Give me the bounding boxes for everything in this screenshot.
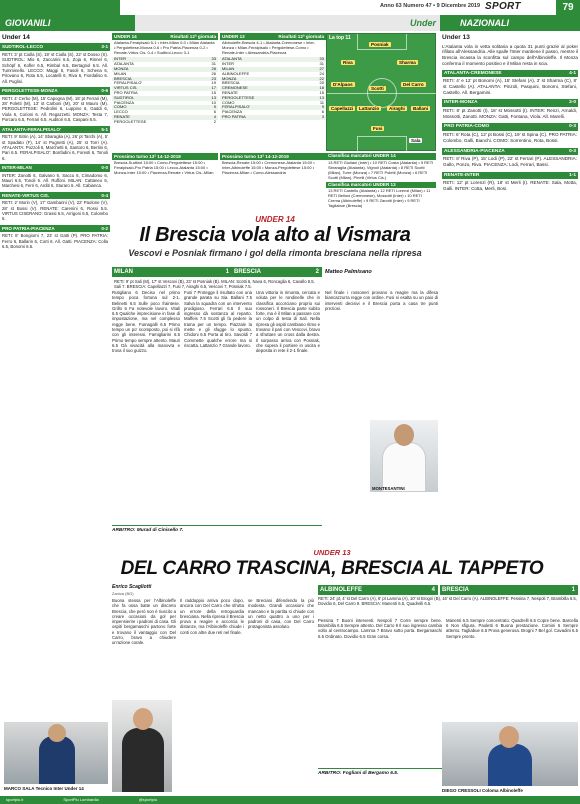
right-column <box>442 33 578 193</box>
team-points: 9 <box>321 104 324 110</box>
photo-marco-sala <box>4 722 108 784</box>
match-teams: SUDTIROL-LECCO <box>2 44 44 50</box>
table-under13-rows <box>220 57 326 119</box>
match-score: 0-2 <box>101 225 108 231</box>
story2-referee: ARBITRO: Fogliani di Bergamo 6.5. <box>318 768 578 776</box>
match-header <box>0 192 110 199</box>
match-teams: ALESSANDRIA-PIACENZA <box>444 148 505 154</box>
team-name: COMO <box>114 104 127 110</box>
match-header <box>0 126 110 133</box>
team-points: 27 <box>319 65 324 71</box>
match-report: RETI: 8' Riva (P), 15' Lodi (P), 22' st Ferrari (P). ALESSANDRIA: Gallo, Ponzo, Riva. PIACENZA: Lodi, Ferrari, Bassi. <box>443 156 577 167</box>
right-match-list <box>442 70 578 193</box>
top-eleven-pitch <box>326 33 436 151</box>
team-points: 6 <box>321 109 324 115</box>
next-round-under14 <box>112 153 218 176</box>
photo-montesantini <box>370 420 438 492</box>
team-b: BRESCIA 2 <box>232 267 322 277</box>
team-points: 13 <box>319 94 324 100</box>
story1-body-b: Nel finale i rossoneri provano a reagire ma la difesa biancazzurra regge con ordine. Fusi si esalta su un paio di interventi decisivi e il Brescia porta a casa tre punti preziosi. <box>325 290 438 311</box>
table-under13-head: UNDER 13 Risultati 12ª giornata <box>222 34 324 39</box>
team-name: PERGOLETTESE <box>222 94 255 100</box>
match-teams: PERGOLETTESE-MONZA <box>2 88 58 94</box>
team-points: 22 <box>319 75 324 81</box>
match-score: 4-1 <box>569 70 576 76</box>
scorers-under13-head: Classifica marcatori UNDER 13 <box>326 182 436 189</box>
team-points: 23 <box>211 75 216 81</box>
story2-formation: RETI: 24' pt, 4' st Del Carro (A), 6' pt Lamma (A), 10' st Brogni (B), 16' st Del Carro (A). ALBINOLEFFE: Pessina 7, Nespoli 7, Brambilla 6.5, Dovidio 6, Del Carro 9. BRESCIA: Manenti 6.5, Quadrelli 6.5. <box>318 596 577 606</box>
team-points: 19 <box>211 80 216 86</box>
player-label: Posniak <box>371 42 389 47</box>
team-points: 2 <box>213 118 216 124</box>
match-teams: PRO PATRIA-PIACENZA <box>2 225 55 231</box>
match-report: RETI: 12' pt Lorenzi (R), 18' st Merli (I). RENATE: Sala, Motta, Galli. INTER: Cotta, Merli, Bosi. <box>443 180 577 192</box>
brand-logo: SPORT <box>485 1 521 12</box>
team-points: 31 <box>211 61 216 67</box>
story1-headline: Il Brescia vola alto al Vismara <box>139 224 411 246</box>
story1-header <box>112 215 438 258</box>
match-teams: PRO PATRIA-COMO <box>444 124 490 130</box>
match-score: 0-0 <box>101 165 108 171</box>
table-under14-results: Atalanta-Feralpisalò 5-1 • Inter-Milan 0-0 • Milan Atalanta • Pergolettese-Monza 0-6 • Pro Patria-Piacenza 0-2 • Renate-Virtus Cis. 0-4 • Sudtirol-Lecco 3-1 <box>114 40 215 55</box>
table-row <box>112 120 218 125</box>
story2-team-b: BRESCIA 1 <box>440 585 578 595</box>
team-name: BRESCIA <box>222 80 240 86</box>
team-name: ATALANTA <box>114 61 134 67</box>
team-name: RENATE <box>222 89 238 95</box>
match-teams: RENATE-INTER <box>444 172 480 178</box>
player-label: Sharma <box>399 60 416 65</box>
team-name: PERGOLETTESE <box>114 118 147 124</box>
next-round-under13-head: Prossimo turno 13ª 14-12-2019 <box>220 153 326 160</box>
match-header <box>442 70 578 78</box>
photo-diego-cressoli <box>442 722 578 786</box>
story2-author: Enrico Scagliotti <box>112 584 152 590</box>
pitch-title: La top 11 <box>329 35 351 41</box>
match-score: 1-1 <box>569 172 576 178</box>
story2-headline: DEL CARRO TRASCINA, BRESCIA AL TAPPETO <box>120 558 544 579</box>
caption-marco-sala: MARCO SALA Tecnico Inter Under 14 <box>4 786 84 791</box>
story2-ratings-a: Pessina 7 Buoni interventi. Nespoli 7 Corre sempre bene. Brambilla 6.5 Sempre attento. Del Carro 9 Il suo ingresso cambia volto al centrocampo. Lamma 7 Bravo sotto porta. Bergamaschi 6.5 Ordinato. Dovidio 6.5 Gran corsa. <box>318 618 442 639</box>
footer-handle[interactable]: @sportpiu <box>138 797 157 802</box>
table-under14 <box>112 33 218 151</box>
team-points: 33 <box>211 56 216 62</box>
match-header <box>0 225 110 232</box>
match-header <box>442 99 578 107</box>
story2-body-b: Il raddoppio arriva poco dopo, ancora con Del Carro che sfrutta un errore della retroguardia bresciana. Nella ripresa il Brescia prova a reagire e accorcia le distanze, ma l'Albinoleffe chiude i conti con altre due reti nel finale. <box>180 598 244 635</box>
match-report: RETI: 2' Morin (V), 17' Gambarini (V), 22' Paolone (V), 28' st Bossi (V). RENATE: Carenini 6, Rossi 5.5. VIRTUS CISERANO: Grassi 6.5, Arrigoni 6.5, Colombo 6. <box>2 200 108 222</box>
match-header <box>0 87 110 94</box>
issue-info: Anno 63 Numero 47 • 9 Dicembre 2019 <box>380 3 481 9</box>
team-points: 13 <box>211 94 216 100</box>
left-title: Under 14 <box>2 34 30 41</box>
team-name: FERALPISALO' <box>114 80 143 86</box>
team-name: FERALPISALO' <box>222 104 251 110</box>
scorers-box <box>326 153 436 210</box>
match-report: RETI: 8' pt Zanotti (I), 18' st Mossotti (I). INTER: Renzi, Arnaldi, Mossotti, Zanotti. MONZA: Gatti, Fontana, Viola. All. Marelli. <box>443 108 577 119</box>
match-score: 0-3 <box>569 148 576 154</box>
team-name: MILAN <box>222 65 235 71</box>
match-header <box>442 172 578 180</box>
match-score: 0-4 <box>101 192 108 198</box>
section-mid <box>135 15 440 31</box>
team-name: PRO PATRIA <box>114 89 138 95</box>
team-name: INTER <box>222 61 234 67</box>
match-score: 0-3 <box>569 124 576 130</box>
section-left-title: GIOVANILI <box>0 15 135 31</box>
player-label: Capellazzi <box>331 106 354 111</box>
team-points: 33 <box>319 56 324 62</box>
player-label: Fusi <box>373 126 383 131</box>
photo-caption: MONTESANTINI <box>372 486 405 491</box>
team-points: 4 <box>213 113 216 119</box>
player-label: D'Alpaos <box>333 82 353 87</box>
player-label: Scotti <box>371 86 384 91</box>
next-round-under14-head: Prossimo turno 13ª 14-12-2019 <box>112 153 218 160</box>
footer <box>0 796 580 804</box>
match-score: 5-1 <box>101 126 108 132</box>
story1-kicker: UNDER 14 <box>255 215 295 224</box>
story1-ratings-b: Fusi 7 Protegge il risultato con una grande parata su Sia. Ballani 7.5 Salva la squadra con un intervento prodigioso. Ferrari 6.5 Il suo ingresso dà sostanza al reparto. Maffeis 7.5 Scotti gli fa pedere la trama per un tempo. Piazzale la mette e gli sfugge lo spunto. Chidoni 6.5 Porta al tiro. Savoldi 7 Commette qualche errore ma si riscatta. Lattanzio 7 Grande lavoro. <box>184 290 252 348</box>
match-header <box>442 148 578 156</box>
left-match-list <box>0 43 110 250</box>
match-teams: INTER-MILAN <box>2 165 32 171</box>
team-name: CREMONESE <box>222 85 248 91</box>
table-row <box>220 115 326 120</box>
scorers-under14: 13 RETI Giuliani (Inter) • 10 RETI Costa (Atalanta) • 9 RETI Sbraraglia (Atalanta), Vignoli (Atalanta) • 8 RETI Scotti (Milan), Torre (Monza) • 7 RETI Poletti (Monza) • 6 RETI Scotti (Milan), Pinelli (Virtus Cis.) <box>328 159 434 180</box>
team-name: ALBINOLEFFE <box>222 70 250 76</box>
team-name: PIACENZA <box>222 109 243 115</box>
scorers-under14-head: Classifica marcatori UNDER 14 <box>326 153 436 160</box>
team-points: 9 <box>213 104 216 110</box>
team-name: SUDTIROL <box>114 94 135 100</box>
match-teams: ATALANTA-FERALPISALO' <box>2 126 62 132</box>
story2-body-a: Buona stessa per l'Albinoleffe che fa ossa batte un discreto Brescia, che però non è riuscito a creare occasioni da gol per impensierire i padroni di casa. Gli ospiti bergamaschi partono forte e trovano il vantaggio con Del Carro, bravo a chiudere un'azione corale. <box>112 598 176 646</box>
match-score: 3-1 <box>101 44 108 50</box>
table-under14-head: UNDER 14 Risultati 12ª giornata <box>114 34 216 39</box>
story1-referee: ARBITRO: Murad di Cinisello 7. <box>112 525 322 533</box>
story2-ratings-b: Manenti 6.5 Sempre concentrato. Quadrelli 6.5 Copre bene. Barcella 6 Non sfigura. Paoletti 6 Buona prestazione. Comini 6 Sempre attento. Tagliabue 6.5 Prova generosa. Brogni 7 Bel gol. Cavadini 6.5 Sempre pronto. <box>446 618 578 639</box>
right-intro: L'Atalanta vola in vetta solitaria a quota 31 punti grazie al poker rifilato all'Alessandria. Alle spalle l'Inter mantiene il passo, mentre il Brescia incassa la sconfitta sul campo dell'Albinoleffe. Il Monza conferma il momento positivo e il Milan resta in scia. <box>442 43 578 66</box>
player-label: Lattanzio <box>359 106 380 111</box>
team-points: 11 <box>319 99 324 105</box>
next-round-under13-list: Brescia-Renate 15:00 • Cremonese-Atalanta 15:00 • Inter-Albinoleffe 15:00 • Monza-Pergolettese 15:00 • Piacenza-Milan • Como-Alessandria <box>222 160 315 175</box>
team-name: PRO PATRIA <box>222 113 246 119</box>
match-report: INTER: Zanotti 6, Galvano 6, Saccu 6, Cimadomo 6, Mauri 6.5, Tonoli 6. All. Ruffoni. MILAN: Cattaneo 6, Marchesi 6, Ferri 6, Arditi 6, Sturaro 6. All. Cabianca. <box>2 172 108 189</box>
table-under13-results: Albinoleffe-Brescia 4-1 • Atalanta-Cremonese • Inter-Monza • Milan-Feralpisalò • Pergolettese-Como • Renate-Inter • Alessandria-Piacenza <box>222 40 316 55</box>
team-name: ATALANTA <box>222 56 242 62</box>
team-name: MONZA <box>222 75 237 81</box>
story1-score-bar <box>112 267 438 277</box>
team-name: VIRTUS CIS. <box>114 85 138 91</box>
story1-author: Matteo Palmisano <box>325 269 372 275</box>
player-label: Riva <box>343 60 353 65</box>
team-name: RENATE <box>114 113 130 119</box>
scorers-under13: 13 RETI Castello (Atalanta) • 12 RETI Lorenzi (Milan) • 11 RETI Belloni (Cremonese), Mossotti (Inter) • 10 RETI Crema (Albinoleffe) • 9 RETI Zanotti (Inter) • 9 RETI Tagliabue (Brescia) <box>328 188 431 209</box>
match-report: RETI: 8' Bongiorni 7, 23' st Gatti (P). PRO PATRIA: Ferro 6, Ballarin 6, Corti 6. All. Gatti. PIACENZA: Colla 6.5, Bonomi 6.5. <box>2 233 108 249</box>
story2-kicker: UNDER 13 <box>313 548 351 557</box>
team-points: 3 <box>321 113 324 119</box>
team-points: 26 <box>211 70 216 76</box>
story1-subhead: Vescovi e Posniak firmano i gol della rimonta bresciana nella ripresa <box>128 248 422 258</box>
player-label: Airaghi <box>389 106 405 111</box>
caption-diego-cressoli: DIEGO CRESSOLI Coloma Albinoleffe <box>442 788 523 793</box>
player-label: Del Carro <box>403 82 424 87</box>
match-report: RETI: 3' pt Ciulla (S), 19' st Ciulla (S), 22' st Dosso (S). SUDTIROL: Mio 6, Zaccarini 6.5, Zoja 6, Rinnel 6, Schöpf 6, Kofler 6.5, Rimbal 6.5, Bertagnol 6.5. All. Tumminello. LECCO: Maggi 6, Fasoli 6, Schena 6, Pirovano 6, Rota 6.5, Locatelli 6, Riva 6, Fiordaliso 6. All. Puglisi. <box>2 51 108 84</box>
team-name: BRESCIA <box>114 75 132 81</box>
footer-site[interactable]: sportpiu.it <box>6 797 24 802</box>
team-name: INTER <box>114 56 126 62</box>
match-teams: ATALANTA-CREMONESE <box>444 70 502 76</box>
team-name: LECCO <box>114 109 128 115</box>
story1-body-a: Una vittoria in rimonta, cercata e voluta per le rondinelle che in classifica accorciano proprio sui rossoneri. Il Brescia parte subito forte, ma è il Milan a passare con un colpo di testa di Sali. Nella ripresa gli ospiti cambiano ritmo e trovano il pari con Vescovi, bravo a sfruttare un cross dalla destra. Il sorpasso arriva con Posniak, che supera il portiere in uscita e deposita in rete il 2-1 finale. <box>256 290 320 354</box>
team-points: 6 <box>213 109 216 115</box>
team-name: COMO <box>222 99 235 105</box>
player-label: Ballani <box>413 106 429 111</box>
page-number: 79 <box>556 0 580 15</box>
match-report: RETI: 9' Sitrin (A), 14' Sbaraglia (A), 26' pt Tarchi (A), 5' st Spadato (F), 14' st Pugnetti (A), 25' st Torri (A). ATALANTA: Pozzoli 6, Marchetti 6, Santoro 6, Bertini 6, Pari 6.5. FERALPISALO': Bonfadini 6, Foresti 6, Tonoli 6. <box>2 134 108 161</box>
match-report: RETI: 4' Cerbo (M), 15' Capogna (M), 18' pt Ferrari (M), 28' Poletti (M), 13' st Carboni (M), 20' st Mauro (M). PERGOLETTESE: Pedrolini 6, Luppino 6, Gaddi 6, Viola 6, Corioni 6. All. Regazzetti. MONZA: Testa 7, Porcaro 6.5, Ferrari 6.5, Auditori 6.5, Caspani 6.5. <box>2 95 108 123</box>
section-mid-title: Under <box>410 18 437 28</box>
team-name: MONZA <box>114 65 129 71</box>
team-points: 28 <box>211 65 216 71</box>
team-points: 24 <box>319 70 324 76</box>
match-teams: RENATE-VIRTUS CIS. <box>2 192 50 198</box>
team-name: MILAN <box>114 70 127 76</box>
team-points: 10 <box>211 99 216 105</box>
team-a: MILAN 1 <box>112 267 232 277</box>
match-report: RETI: 4' e 12' pt Bonomi (A), 15' Stefani (A), 3' st Sharma (C), 8' st Castello (A). ATALANTA: Pinzoli, Pasquini, Bonomi, Stefani, Castello. All. Bergamini. <box>443 78 577 95</box>
team-points: 31 <box>319 61 324 67</box>
left-column <box>0 33 110 793</box>
team-points: 18 <box>319 85 324 91</box>
right-title: Under 13 <box>442 34 470 41</box>
section-right-title: NAZIONALI <box>440 15 580 31</box>
top-accent <box>0 0 120 15</box>
team-points: 20 <box>319 80 324 86</box>
story2-body-c: se Breciani difendendo la più modesta. Grandi occasioni che mancano e la partita si chiude con un netto quattro a uno per i padroni di casa, con Del Carro protagonista assoluto. <box>248 598 314 630</box>
next-round-under14-list: Brescia-Sudtirol 15:00 • Como-Pergolettese 15:00 • Feralpisalò-Pro Patria 15:00 • Lecco-Atalanta 15:00 • Monza-Inter 15:00 • Piacenza-Renate • Virtus Cis.-Milan <box>114 160 214 175</box>
team-points: 15 <box>211 89 216 95</box>
next-round-under13 <box>220 153 326 176</box>
match-score: 2-0 <box>569 100 576 106</box>
story2-team-a: ALBINOLEFFE 4 <box>318 585 438 595</box>
match-header <box>442 123 578 131</box>
team-name: PIACENZA <box>114 99 135 105</box>
match-teams: INTER-MONZA <box>444 100 478 106</box>
match-report: RETI: 6' Rota (C), 12' pt Bossi (C), 19' st Spina (C). PRO PATRIA: Colombo, Galli, Bianchi. COMO: Sorrentino, Rota, Bossi. <box>443 132 577 143</box>
top-bar <box>0 0 580 15</box>
team-points: 17 <box>211 85 216 91</box>
team-points: 15 <box>319 89 324 95</box>
story1-ratings-a: Rutigliano 6 Deciso nel primo tempo poca fortuna sul 2-1. Belinetti 6.5 Sulle poco fraintese. Grillo 6 Fa notevole lavoro. Vitali 6.5 Qualche imprecisione in fase di impostazione, ma nel complesso regge bene. Fumagalli 6.5 Primo tempo un po' scomposto, poi si rifà con gli interessi. Famigliarini 6.5 Primo tempo sempre attento. Mauri 6.5 Dà vivacità alla manovra e trova il suo guizzo. <box>112 290 180 354</box>
match-header <box>0 43 110 50</box>
footer-social[interactable]: SportPiu Lombardia <box>63 797 99 802</box>
story2-location: Zanica (BG) <box>112 591 134 596</box>
table-under14-rows <box>112 57 218 124</box>
match-header <box>0 164 110 171</box>
coach-label: Sala <box>411 138 421 143</box>
match-score: 0-6 <box>101 88 108 94</box>
story1-formation: RETI: 9' pt Sali (M), 17' st Vescovi (B), 23' st Posniak (B). MILAN: Scotti 6, Nava 6, Roncaglia 6, Cavallo 6.5, Sali 7. BRESCIA: Capellazzi 7, Fusi 7, Airaghi 6.5, Vescovi 7, Posniak 7.5. <box>114 279 315 289</box>
photo-story2 <box>112 700 172 792</box>
section-bar <box>0 15 580 31</box>
table-under13 <box>220 33 326 151</box>
